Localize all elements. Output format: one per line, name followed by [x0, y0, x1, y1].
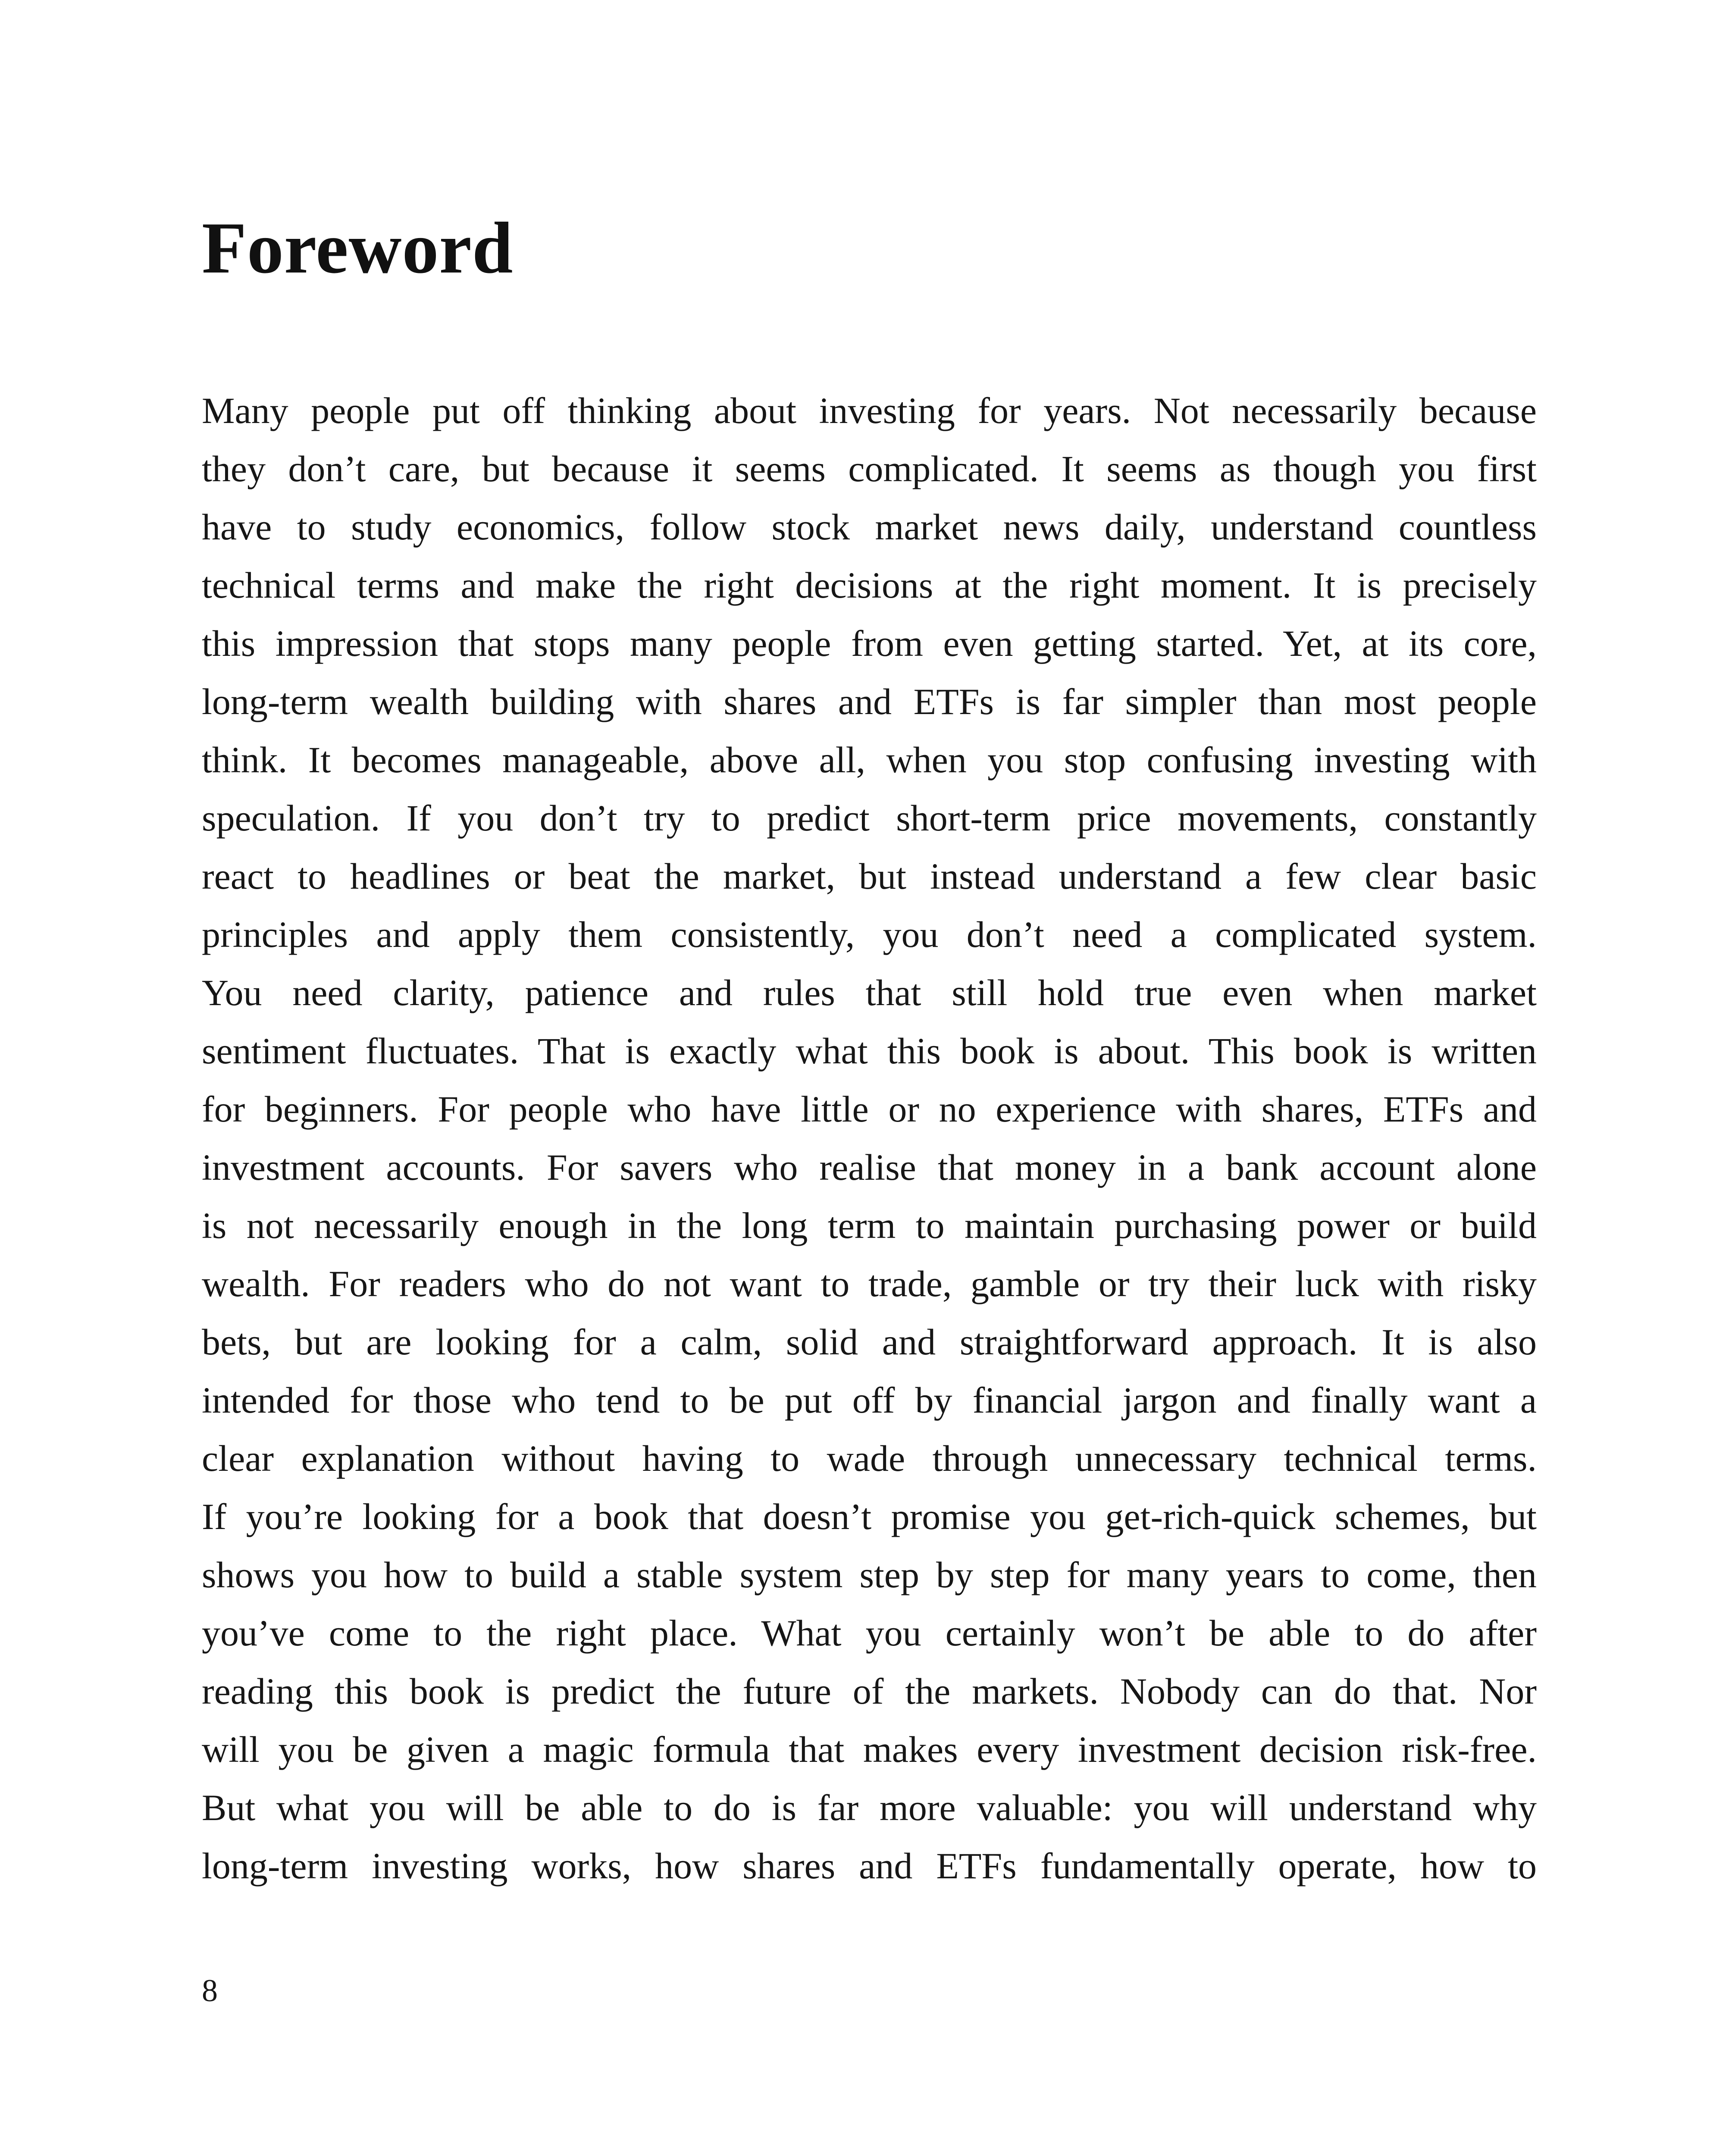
- text-line: you’ve come to the right place. What you certainly won’t be able to do after: [202, 1612, 1537, 1654]
- text-line: clear explanation without having to wade through unnecessary technical terms.: [202, 1438, 1537, 1479]
- text-line: bets, but are looking for a calm, solid and straightforward approach. It is also: [202, 1321, 1537, 1363]
- text-line: is not necessarily enough in the long term to maintain purchasing power or build: [202, 1205, 1537, 1246]
- text-line: principles and apply them consistently, you don’t need a complicated system.: [202, 914, 1537, 955]
- text-line: wealth. For readers who do not want to trade, gamble or try their luck with risky: [202, 1263, 1537, 1304]
- text-line: have to study economics, follow stock market news daily, understand countless: [202, 506, 1537, 548]
- page-number: 8: [202, 1973, 218, 2009]
- text-line: technical terms and make the right decisions at the right moment. It is precisely: [202, 564, 1537, 606]
- text-line: You need clarity, patience and rules that still hold true even when market: [202, 972, 1537, 1013]
- text-line: reading this book is predict the future of the markets. Nobody can do that. Nor: [202, 1670, 1537, 1712]
- text-line: this impression that stops many people from even getting started. Yet, at its core,: [202, 623, 1537, 664]
- text-line: If you’re looking for a book that doesn’t promise you get-rich-quick schemes, but: [202, 1496, 1537, 1537]
- text-line: they don’t care, but because it seems complicated. It seems as though you first: [202, 448, 1537, 489]
- text-line: long-term investing works, how shares and ETFs fundamentally operate, how to: [202, 1845, 1537, 1887]
- text-line: for beginners. For people who have little or no experience with shares, ETFs and: [202, 1088, 1537, 1130]
- text-line: shows you how to build a stable system step by step for many years to come, then: [202, 1554, 1537, 1595]
- text-line: investment accounts. For savers who realise that money in a bank account alone: [202, 1147, 1537, 1188]
- text-line: Many people put off thinking about investing for years. Not necessarily because: [202, 390, 1537, 431]
- text-line: think. It becomes manageable, above all, when you stop confusing investing with: [202, 739, 1537, 780]
- chapter-heading: Foreword: [202, 207, 514, 288]
- body-paragraph: [202, 382, 1537, 1895]
- text-line: sentiment fluctuates. That is exactly what this book is about. This book is written: [202, 1030, 1537, 1072]
- text-line: But what you will be able to do is far more valuable: you will understand why: [202, 1787, 1537, 1828]
- text-line: long-term wealth building with shares and ETFs is far simpler than most people: [202, 681, 1537, 722]
- text-line: intended for those who tend to be put off by financial jargon and finally want a: [202, 1379, 1537, 1421]
- text-line: react to headlines or beat the market, but instead understand a few clear basic: [202, 856, 1537, 897]
- text-line: speculation. If you don’t try to predict short-term price movements, constantly: [202, 797, 1537, 839]
- text-line: will you be given a magic formula that makes every investment decision risk-free.: [202, 1729, 1537, 1770]
